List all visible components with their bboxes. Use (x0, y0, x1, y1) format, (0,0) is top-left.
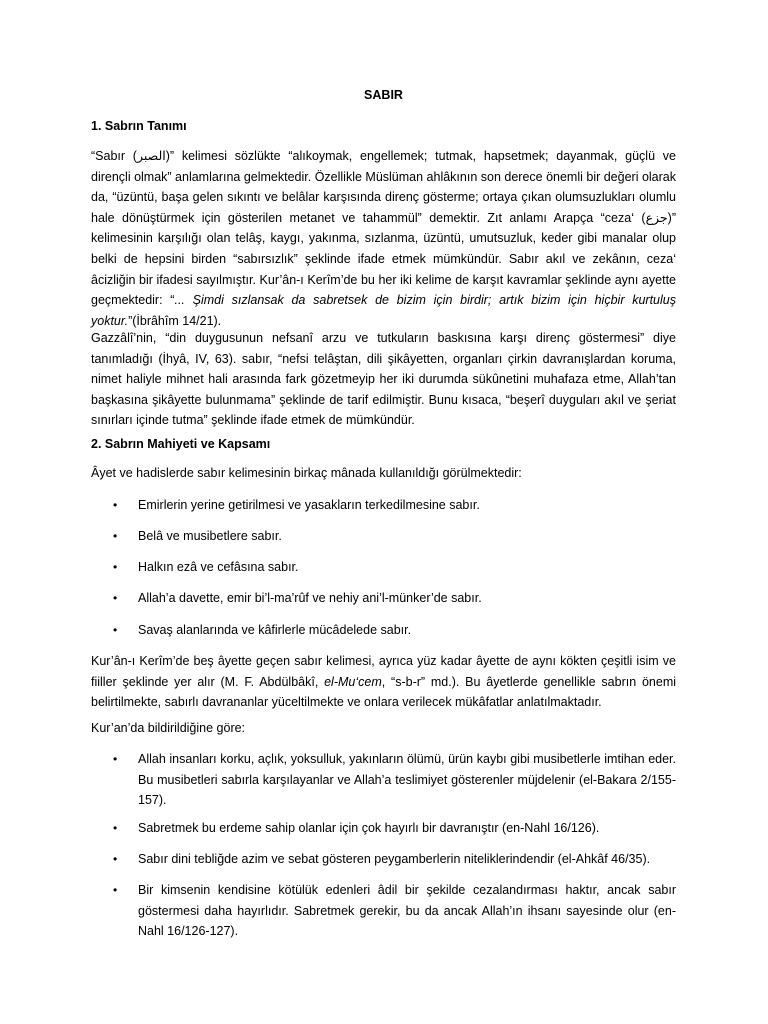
section-2-intro-2: Kur’an’da bildirildiğine göre: (91, 721, 246, 735)
list-item-text: Halkın ezâ ve cefâsına sabır. (138, 560, 299, 574)
document-title: SABIR (364, 88, 403, 102)
quran-quote: ... Şimdi sızlansak da sabretsek de bizim için birdir; artık bizim için hiçbir kurtuluş yoktur. (91, 293, 676, 328)
list-item (91, 880, 676, 942)
list-item-text: Savaş alanlarında ve kâfirlerle mücâdelede sabır. (138, 623, 412, 637)
list-item-text: Sabretmek bu erdeme sahip olanlar için çok hayırlı bir davranıştır (en-Nahl 16/126). (138, 821, 600, 835)
bullet-icon: • (113, 852, 118, 866)
list-item (91, 620, 676, 641)
bullet-icon: • (113, 883, 118, 897)
paragraph-text: Kur’ân-ı Kerîm’de beş âyette geçen sabır kelimesi, ayrıca yüz kadar âyette de aynı kökten çeşitli isim ve fiiller şeklinde yer alır (M. F. Abdülbâkî, (91, 654, 676, 689)
list-item (91, 557, 676, 578)
paragraph-text: , “s-b-r” md.). Bu âyetlerde genellikle sabrın önemi belirtilmekte, sabırlı davrananlar yüceltilmekte ve onlara verilecek mükâfatlar anlatılmaktadır. (91, 674, 677, 710)
bullet-icon: • (113, 529, 118, 543)
list-item-text: Allah insanları korku, açlık, yoksulluk, yakınların ölümü, ürün kaybı gibi musibetlerle imtihan eder. Bu musibetleri sabırla karşılayanlar ve Allah’a teslimiyet gösterenler müjdelenir (el-Bakara 2/155-157). (138, 752, 676, 808)
list-item-text: Bir kimsenin kendisine kötülük edenleri âdil bir şekilde cezalandırması haktır, ancak sabır göstermesi daha hayırlıdır. Sabretmek gerekir, bu da ancak Allah’ın ihsanı sayesinde olur (en-Nahl 16/126-127). (138, 883, 676, 939)
paragraph-text: “Sabır (الصبر)” kelimesi sözlükte “alıkoymak, engellemek; tutmak, hapsetmek; dayanmak, güçlü ve dirençli olmak” anlamlarına gelmektedir. Özellikle Müslüman ahlâkının son derece önemli bir değeri olarak da, “üzüntü, başa gelen sıkıntı ve belâlar karşısında direnç gösterme; ortaya çıkan olumsuzlukları olumlu hale dönüştürmek için gösterilen metanet ve tahammül” demektir. Zıt anlamı Arapça “ceza‘ (جزع)” kelimesinin karşılığı olan telâş, kaygı, yakınma, sızlanma, üzüntü, umutsuzluk, keder gibi manalar olup belki de hepsini birden “sabırsızlık” şeklinde ifade etmek mümkündür. Sabır akıl ve zekânın, ceza‘ âcizliğin bir ifadesi sayılmıştır. Kur’ân-ı Kerîm’de bu her iki kelime de karşıt kavramlar şeklinde aynı ayette geçmektedir: “ (91, 149, 676, 308)
list-item (91, 818, 676, 839)
italic-reference: el-Mu‘cem (324, 674, 382, 689)
section-1-paragraph-1 (91, 146, 676, 331)
bullet-icon: • (113, 623, 118, 637)
bullet-icon: • (113, 752, 118, 766)
list-item-text: Sabır dini tebliğde azim ve sebat gösteren peygamberlerin niteliklerindendir (el-Ahkâf 46/35). (138, 852, 651, 866)
section-2-heading: 2. Sabrın Mahiyeti ve Kapsamı (91, 437, 271, 451)
list-item (91, 526, 676, 547)
list-item-text: Belâ ve musibetlere sabır. (138, 529, 282, 543)
section-1-paragraph-2: Gazzâlî’nin, “din duygusunun nefsanî arzu ve tutkuların baskısına karşı direnç göstermesi” diye tanımladığı (İhyâ, IV, 63). sabır, “nefsi telâştan, dili şikâyetten, organları çirkin davranışlardan koruma, nimet haliyle mihnet hali arasında fark gözetmeyip her iki durumda sükûnetini muhafaza etme, Allah’tan başkasına şikâyette bulunmama” şeklinde de tarif edilmiştir. Bunu kısaca, “beşerî duyguları akıl ve şeriat sınırları içinde tutma” şeklinde ifade etmek de mümkündür. (91, 331, 676, 428)
list-item-text: Allah’a davette, emir bi’l-ma’rûf ve nehiy ani’l-münker’de sabır. (138, 591, 482, 605)
bullet-icon: • (113, 591, 118, 605)
list-item (91, 749, 676, 811)
citation: ”(İbrâhîm 14/21). (128, 313, 222, 328)
section-2-paragraph (91, 651, 676, 713)
list-item (91, 588, 676, 609)
bullet-icon: • (113, 821, 118, 835)
list-item (91, 495, 676, 516)
list-item (91, 849, 676, 870)
list-item-text: Emirlerin yerine getirilmesi ve yasakların terkedilmesine sabır. (138, 498, 480, 512)
bullet-icon: • (113, 498, 118, 512)
section-1-heading: 1. Sabrın Tanımı (91, 119, 187, 133)
section-2-intro: Âyet ve hadislerde sabır kelimesinin birkaç mânada kullanıldığı görülmektedir: (91, 466, 522, 480)
bullet-icon: • (113, 560, 118, 574)
